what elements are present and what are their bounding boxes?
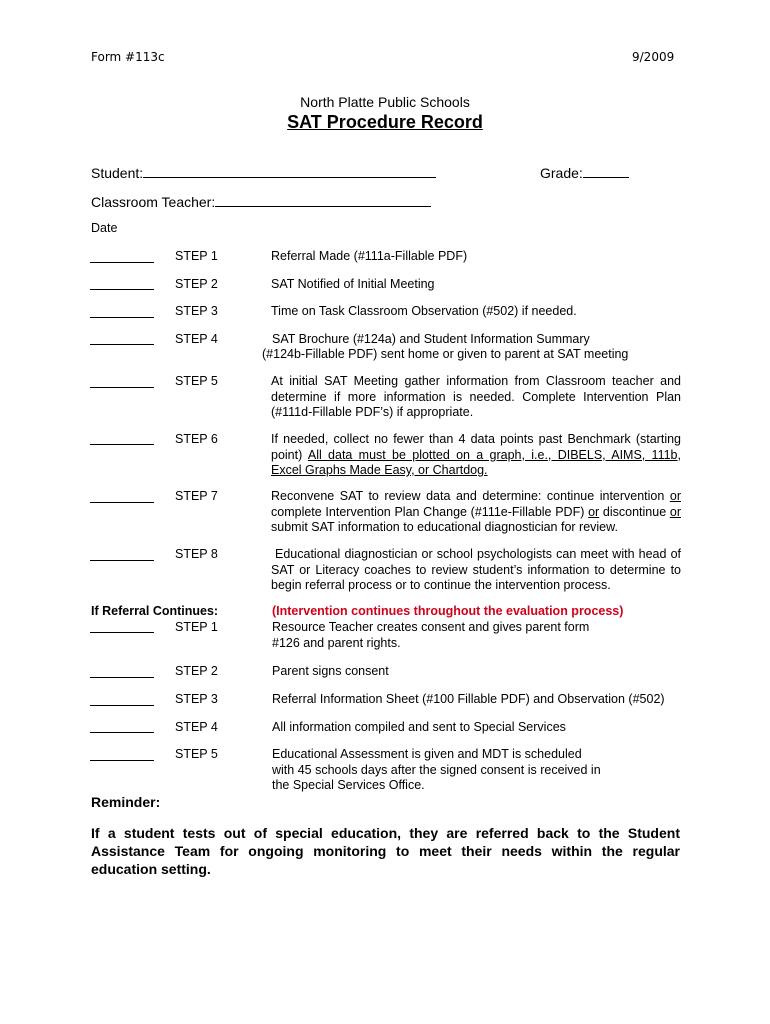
step-description: Referral Information Sheet (#100 Fillable PDF) and Observation (#502)	[272, 692, 665, 706]
date-line[interactable]	[90, 262, 154, 263]
form-number: Form #113c	[91, 50, 165, 64]
graph-requirement: All data must be plotted on a graph, i.e., DIBELS, AIMS, 111b, Excel Graphs Made Easy, or Chartdog.	[271, 447, 681, 477]
teacher-label: Classroom Teacher:	[91, 194, 216, 210]
step-label: STEP 2	[175, 664, 218, 678]
reminder-text: If a student tests out of special education, they are referred back to the Student Assistance Team for ongoing monitoring to meet their needs within the regular education setting.	[91, 825, 680, 877]
step-description: Resource Teacher creates consent and gives parent form #126 and parent rights.	[272, 620, 590, 650]
step-description: At initial SAT Meeting gather information from Classroom teacher and determine if more information is needed. Complete Intervention Plan (#111d-Fillable PDF’s) if appropriate.	[271, 374, 681, 419]
teacher-field	[91, 192, 431, 210]
date-line[interactable]	[90, 760, 154, 761]
date-line[interactable]	[90, 344, 154, 345]
step-description: Educational diagnostician or school psychologists can meet with head of SAT or Literacy coaches to review student’s information to determine to begin referral process or to continue the intervention process.	[271, 547, 681, 592]
step-label: STEP 2	[175, 277, 218, 291]
organization-name: North Platte Public Schools	[300, 94, 470, 110]
date-line[interactable]	[90, 705, 154, 706]
date-line[interactable]	[90, 387, 154, 388]
step-description: Parent signs consent	[272, 664, 389, 678]
reminder-heading: Reminder:	[91, 794, 161, 810]
date-line[interactable]	[90, 677, 154, 678]
page-title: SAT Procedure Record	[287, 112, 483, 132]
student-field	[91, 163, 436, 181]
student-label: Student:	[91, 165, 144, 181]
student-input-line[interactable]	[143, 163, 436, 178]
date-line[interactable]	[90, 289, 154, 290]
step-label: STEP 4	[175, 720, 218, 734]
referral-note: (Intervention continues throughout the evaluation process)	[272, 604, 624, 618]
referral-heading: If Referral Continues:	[91, 604, 219, 618]
step-description-line2: (#124b-Fillable PDF) sent home or given to parent at SAT meeting	[262, 347, 629, 361]
step-description: Time on Task Classroom Observation (#502) if needed.	[271, 304, 577, 318]
step-label: STEP 3	[175, 304, 218, 318]
step-label: STEP 3	[175, 692, 218, 706]
date-line[interactable]	[90, 732, 154, 733]
grade-label: Grade:	[540, 165, 583, 181]
form-date: 9/2009	[632, 50, 675, 64]
date-line[interactable]	[90, 632, 154, 633]
date-line[interactable]	[90, 502, 154, 503]
step-label: STEP 5	[175, 374, 218, 388]
step-label: STEP 5	[175, 747, 218, 761]
date-line[interactable]	[90, 444, 154, 445]
date-line[interactable]	[90, 560, 154, 561]
grade-field	[540, 163, 629, 181]
teacher-input-line[interactable]	[215, 192, 431, 207]
step-description: If needed, collect no fewer than 4 data points past Benchmark (starting point) All data must be plotted on a graph, i.e., DIBELS, AIMS, 111b, Excel Graphs Made Easy, or Chartdog.	[271, 432, 681, 477]
step-label: STEP 4	[175, 332, 218, 346]
step-description: Referral Made (#111a-Fillable PDF)	[271, 249, 468, 263]
step-label: STEP 1	[175, 620, 218, 634]
step-label: STEP 1	[175, 249, 218, 263]
date-column-label: Date	[91, 221, 118, 235]
step-label: STEP 8	[175, 547, 218, 561]
step-description: Reconvene SAT to review data and determine: continue intervention or complete Intervention Plan Change (#111e-Fillable PDF) or discontinue or submit SAT information to educational diagnostician for review.	[271, 489, 681, 534]
step-label: STEP 7	[175, 489, 218, 503]
grade-input-line[interactable]	[583, 163, 629, 178]
step-description: SAT Notified of Initial Meeting	[271, 277, 435, 291]
step-description-line1: SAT Brochure (#124a) and Student Information Summary	[272, 332, 590, 346]
date-line[interactable]	[90, 317, 154, 318]
step-description: All information compiled and sent to Special Services	[272, 720, 566, 734]
step-description: Educational Assessment is given and MDT is scheduled with 45 schools days after the signed consent is received in the Special Services Office.	[272, 747, 601, 792]
step-label: STEP 6	[175, 432, 218, 446]
